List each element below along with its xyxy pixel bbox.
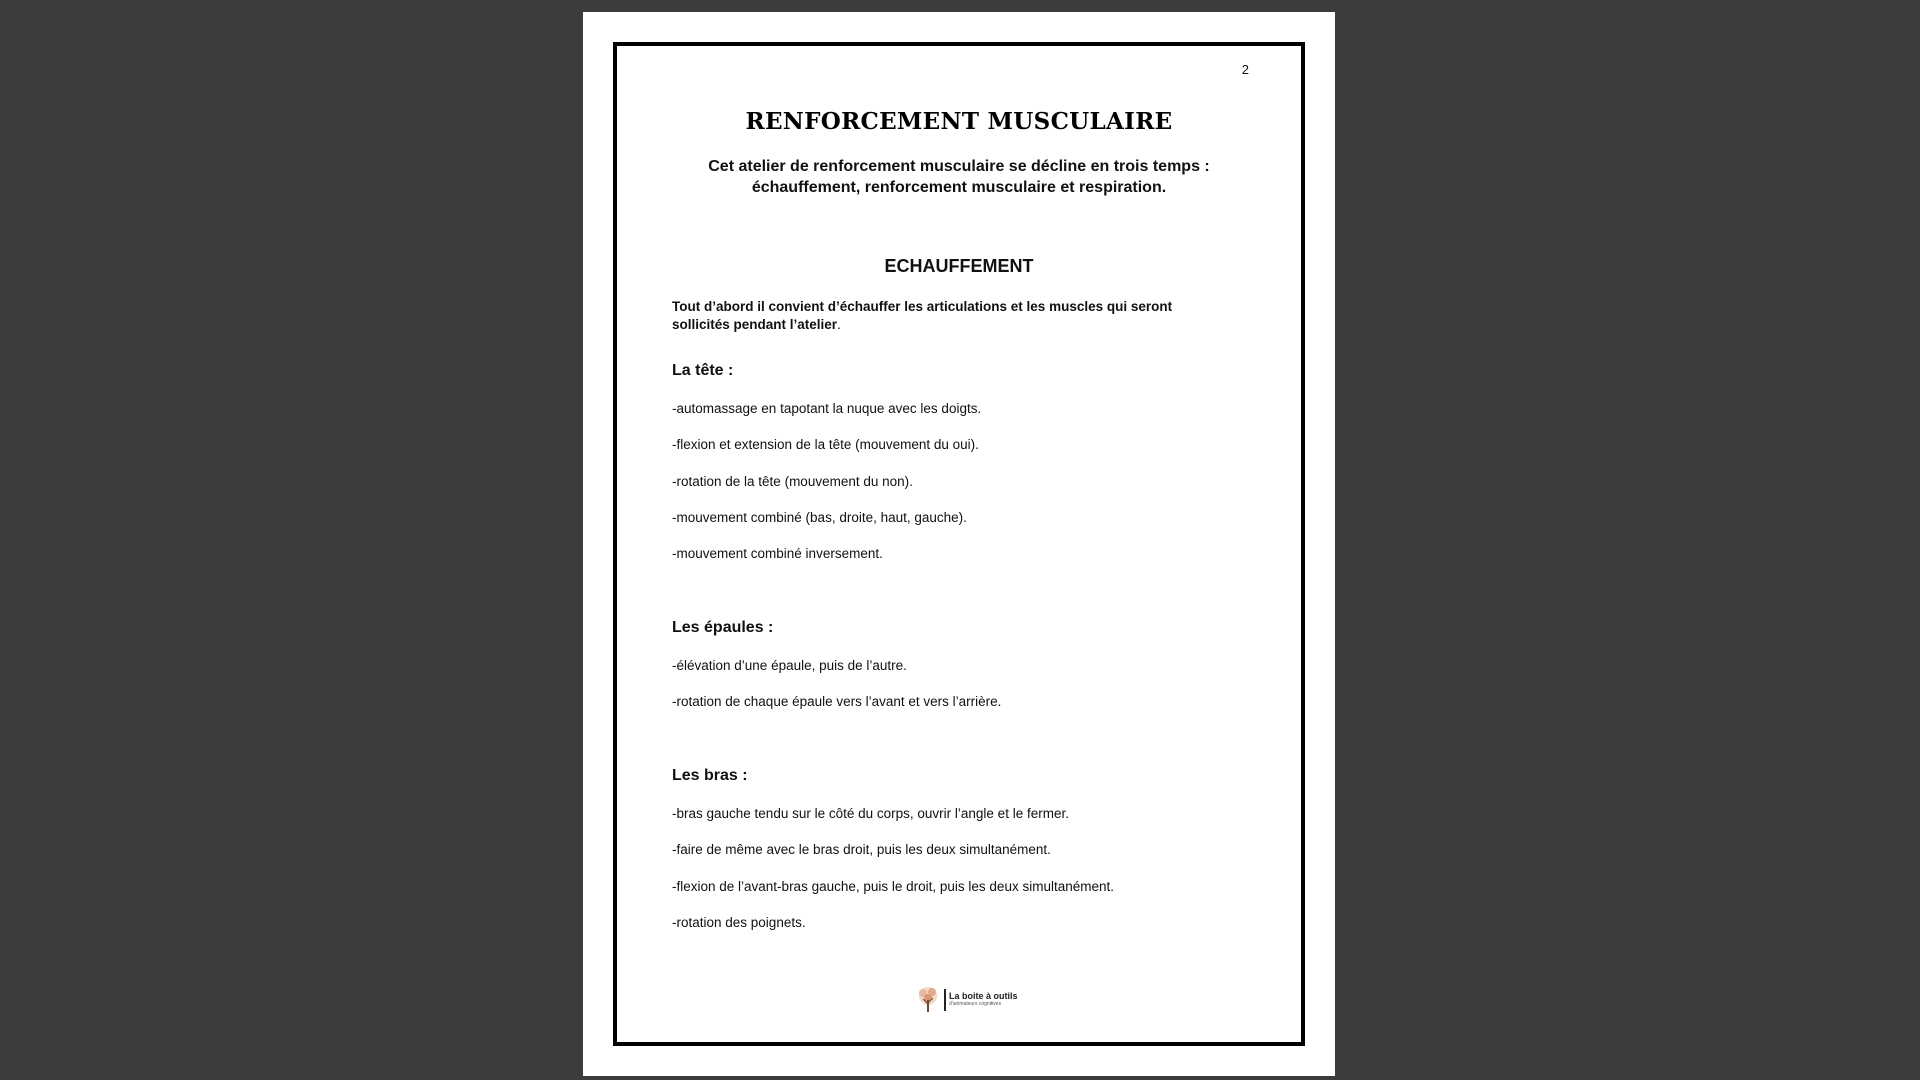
list-item: -rotation des poignets. (672, 915, 806, 930)
logo-tagline: d'animateurs cognitives (949, 1001, 1002, 1007)
tree-logo-icon (915, 986, 941, 1014)
footer-logo (915, 986, 1018, 1014)
page-title: RENFORCEMENT MUSCULAIRE (745, 108, 1173, 135)
intro-period: . (837, 317, 841, 332)
list-item: -rotation de la tête (mouvement du non). (672, 474, 913, 489)
subtitle-line-1: Cet atelier de renforcement musculaire se décline en trois temps : (708, 158, 1210, 175)
subtitle-line-2: échauffement, renforcement musculaire et respiration. (751, 179, 1167, 196)
list-item: -automassage en tapotant la nuque avec les doigts. (672, 401, 982, 416)
list-item: -mouvement combiné inversement. (672, 546, 883, 561)
list-item: -élévation d’une épaule, puis de l’autre. (672, 658, 907, 673)
page-number: 2 (1241, 62, 1249, 77)
list-item: -faire de même avec le bras droit, puis les deux simultanément. (672, 842, 1051, 857)
section-heading-tete: La tête : (672, 362, 734, 379)
intro-text: Tout d’abord il convient d’échauffer les articulations et les muscles qui seront sollicités pendant l’atelier (672, 299, 1173, 332)
logo-divider (944, 989, 946, 1011)
section-title: ECHAUFFEMENT (884, 256, 1034, 276)
list-item: -flexion et extension de la tête (mouvement du oui). (672, 437, 979, 452)
list-item: -bras gauche tendu sur le côté du corps, ouvrir l’angle et le fermer. (672, 806, 1069, 821)
document-page (583, 12, 1335, 1076)
intro-paragraph (672, 298, 1231, 334)
list-item: -mouvement combiné (bas, droite, haut, gauche). (672, 510, 967, 525)
list-item: -flexion de l’avant-bras gauche, puis le droit, puis les deux simultanément. (672, 879, 1114, 894)
page-subtitle (677, 156, 1241, 198)
logo-text (949, 992, 1018, 1008)
section-heading-bras: Les bras : (672, 767, 748, 784)
list-item: -rotation de chaque épaule vers l’avant et vers l’arrière. (672, 694, 1002, 709)
logo-name: La boite à outils (949, 991, 1018, 1001)
section-heading-epaules: Les épaules : (672, 619, 774, 636)
page-border (613, 42, 1305, 1046)
